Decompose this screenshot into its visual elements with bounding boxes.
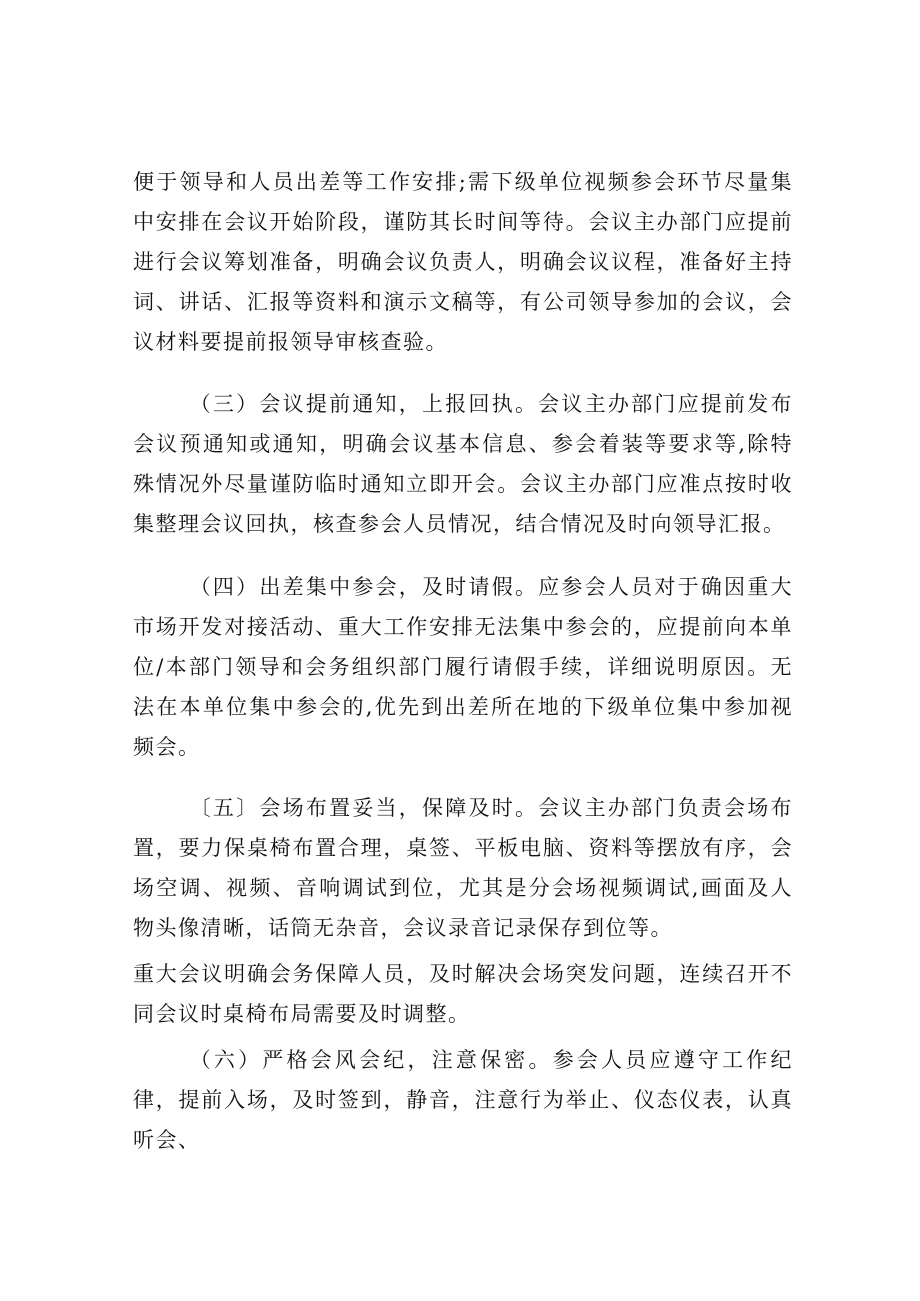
paragraph-section-6-discipline: （六）严格会风会纪，注意保密。参会人员应遵守工作纪律，提前入场，及时签到，静音，注意行为举止、仪态仪表，认真听会、 [133,1048,793,1152]
paragraph-section-4-leave: （四）出差集中参会，及时请假。应参会人员对于确因重大市场开发对接活动、重大工作安排无法集中参会的，应提前向本单位/本部门领导和会务组织部门履行请假手续，详细说明原因。无法在本单位集中参会的,优先到出差所在地的下级单位集中参加视频会。 [133,575,793,759]
paragraph-section-5-venue: 〔五〕会场布置妥当，保障及时。会议主办部门负责会场布置，要力保桌椅布置合理，桌签、平板电脑、资料等摆放有序，会场空调、视频、音响调试到位，尤其是分会场视频调试,画面及人物头像清晰，话筒无杂音，会议录音记录保存到位等。 [133,796,793,940]
paragraph-major-meeting-support: 重大会议明确会务保障人员，及时解决会场突发问题，连续召开不同会议时桌椅布局需要及时调整。 [133,962,793,1026]
paragraph-section-3-notification: （三）会议提前通知，上报回执。会议主办部门应提前发布会议预通知或通知，明确会议基本信息、参会着装等要求等,除特殊情况外尽量谨防临时通知立即开会。会议主办部门应准点按时收集整理会议回执，核查参会人员情况，结合情况及时向领导汇报。 [133,392,793,536]
paragraph-meeting-preparation: 便于领导和人员出差等工作安排;需下级单位视频参会环节尽量集中安排在会议开始阶段，谨防其长时间等待。会议主办部门应提前进行会议筹划准备，明确会议负责人，明确会议议程，准备好主持词、讲话、汇报等资料和演示文稿等，有公司领导参加的会议，会议材料要提前报领导审核查验。 [133,170,793,354]
